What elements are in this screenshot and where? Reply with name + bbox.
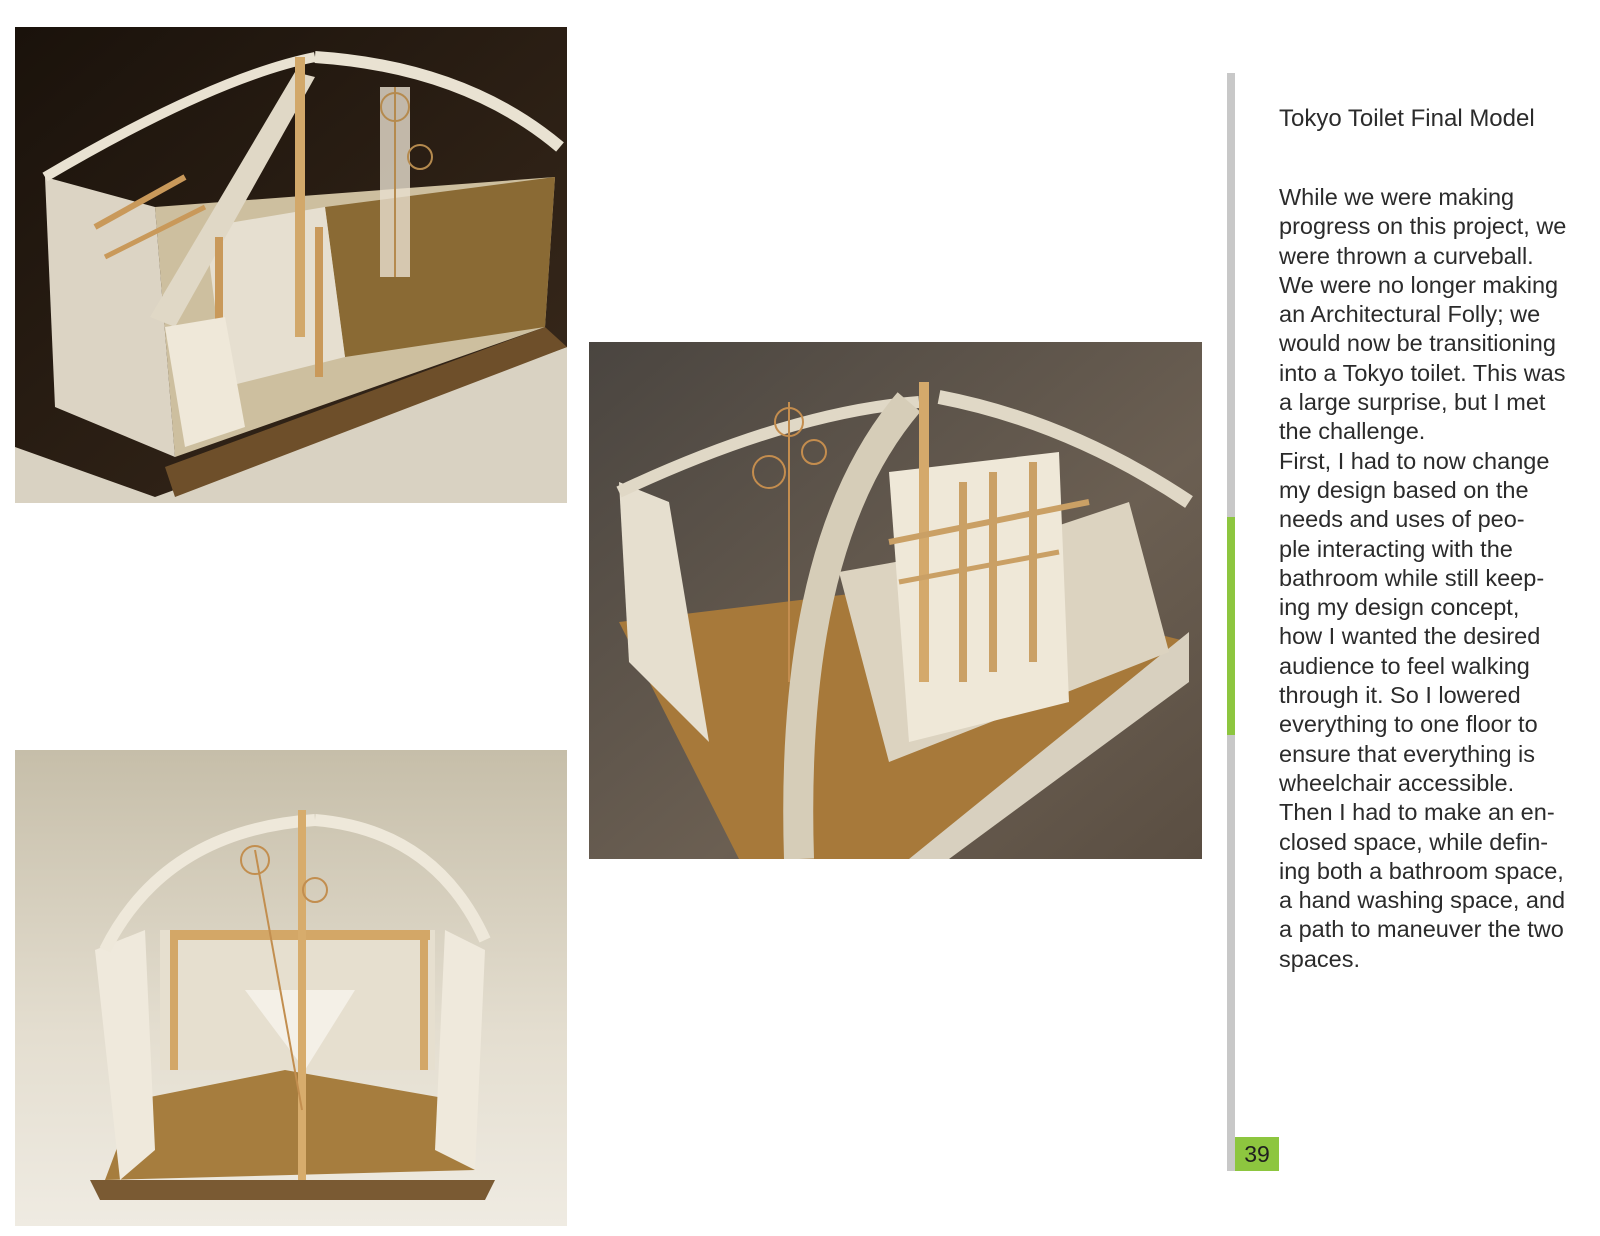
body-line: an Architectural Folly; we <box>1279 301 1541 328</box>
body-line: audience to feel walking <box>1279 652 1530 679</box>
body-line: the challenge. <box>1279 418 1426 445</box>
model-photo-middle <box>589 342 1202 859</box>
page-number: 39 <box>1235 1137 1279 1171</box>
body-line: progress on this project, we <box>1279 213 1567 240</box>
body-line: First, I had to now change <box>1279 447 1550 474</box>
body-line: ing both a bathroom space, <box>1279 857 1564 884</box>
body-line: into a Tokyo toilet. This was <box>1279 359 1566 386</box>
body-line: were thrown a curveball. <box>1279 242 1534 269</box>
body-line: bathroom while still keep- <box>1279 564 1545 591</box>
body-text <box>1279 183 1591 974</box>
body-line: a large surprise, but I met <box>1279 389 1546 416</box>
accent-rule <box>1227 517 1235 735</box>
page-title: Tokyo Toilet Final Model <box>1279 105 1535 132</box>
body-line: a path to maneuver the two <box>1279 916 1564 943</box>
body-line: ing my design concept, <box>1279 594 1520 621</box>
body-line: While we were making <box>1279 184 1515 210</box>
body-line: closed space, while defin- <box>1279 828 1549 855</box>
model-photo-bottom-left <box>15 750 567 1226</box>
model-photo-top-left <box>15 27 567 503</box>
body-line: everything to one floor to <box>1279 711 1538 738</box>
body-line: my design based on the <box>1279 476 1529 503</box>
body-line: would now be transitioning <box>1279 330 1556 357</box>
body-line: how I wanted the desired <box>1279 623 1541 650</box>
body-line: Then I had to make an en- <box>1279 799 1555 826</box>
body-line: through it. So I lowered <box>1279 682 1521 709</box>
body-line: wheelchair accessible. <box>1279 769 1515 796</box>
body-line: needs and uses of peo- <box>1279 506 1525 533</box>
body-line: ensure that everything is <box>1279 740 1536 767</box>
body-line: a hand washing space, and <box>1279 887 1566 914</box>
body-line: ple interacting with the <box>1279 535 1513 562</box>
body-line: spaces. <box>1279 945 1360 972</box>
body-line: We were no longer making <box>1279 271 1559 298</box>
